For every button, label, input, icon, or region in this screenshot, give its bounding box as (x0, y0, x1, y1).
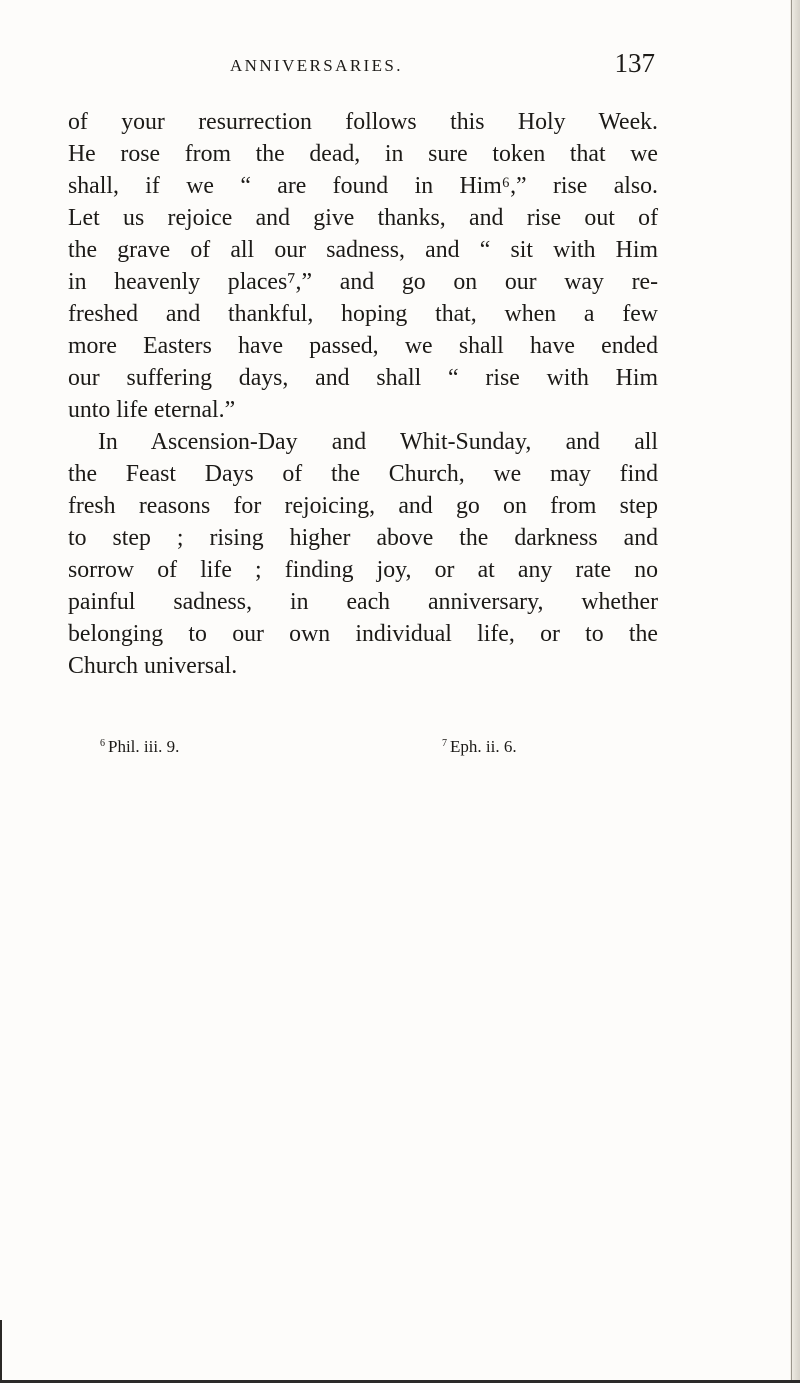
text-line: In Ascension-Day and Whit-Sunday, and all (98, 429, 658, 455)
text-line: He rose from the dead, in sure token that we (68, 141, 658, 167)
text-line: shall, if we “ are found in Him⁶,” rise also. (68, 173, 658, 199)
text-line: of your resurrection follows this Holy Week. (68, 109, 658, 135)
footnote-text: Phil. iii. 9. (108, 737, 180, 756)
page-bottom-edge (0, 1380, 800, 1383)
text-line: unto life eternal.” (68, 397, 236, 423)
text-line: Let us rejoice and give thanks, and rise out of (68, 205, 658, 231)
page-header (70, 48, 655, 86)
text-line: Church universal. (68, 653, 238, 679)
footnote-text: Eph. ii. 6. (450, 737, 517, 756)
text-line: painful sadness, in each anniversary, whether (68, 589, 658, 615)
text-line: the grave of all our sadness, and “ sit with Him (68, 237, 658, 263)
footnote (100, 737, 179, 757)
text-line: our suffering days, and shall “ rise with Him (68, 365, 658, 391)
text-line: freshed and thankful, hoping that, when a few (68, 301, 658, 327)
page-corner-line (0, 1320, 2, 1382)
running-head: ANNIVERSARIES. (230, 56, 403, 75)
footnote (442, 737, 517, 757)
footnotes (100, 737, 660, 763)
footnote-mark: 6 (100, 738, 105, 749)
text-line: to step ; rising higher above the darkness and (68, 525, 658, 551)
text-line: the Feast Days of the Church, we may find (68, 461, 658, 487)
text-line: sorrow of life ; finding joy, or at any rate no (68, 557, 658, 583)
footnote-mark: 7 (442, 738, 447, 749)
text-line: belonging to our own individual life, or to the (68, 621, 658, 647)
text-line: more Easters have passed, we shall have ended (68, 333, 658, 359)
text-line: fresh reasons for rejoicing, and go on from step (68, 493, 658, 519)
page-number: 137 (614, 48, 655, 78)
page-edge-line (791, 0, 792, 1382)
body-text (68, 106, 658, 682)
text-line: in heavenly places⁷,” and go on our way re- (68, 269, 658, 295)
